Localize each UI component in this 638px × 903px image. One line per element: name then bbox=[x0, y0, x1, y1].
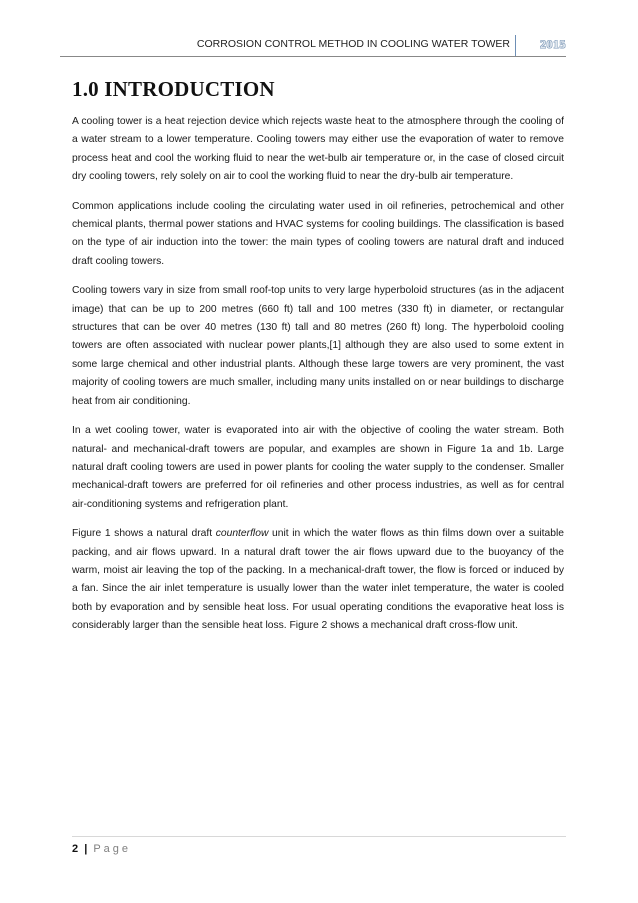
page-separator: | bbox=[84, 843, 88, 855]
header-title: CORROSION CONTROL METHOD IN COOLING WATER TOWER bbox=[196, 38, 510, 50]
header-year: 2015 bbox=[540, 37, 566, 51]
body-content bbox=[72, 113, 564, 647]
section-heading: 1.0 INTRODUCTION bbox=[72, 77, 275, 101]
header-rule bbox=[60, 56, 566, 57]
footer-rule bbox=[72, 836, 566, 837]
paragraph-2: Common applications include cooling the circulating water used in oil refineries, petrochemical and other chemical plants, thermal power stations and HVAC systems for cooling buildings. The classification is based on the type of air induction into the tower: the main types of cooling towers are natural draft and induced draft cooling towers. bbox=[72, 200, 564, 267]
paragraph-5-emphasis: counterflow bbox=[215, 528, 269, 540]
page-number: 2 bbox=[72, 843, 79, 855]
paragraph-3: Cooling towers vary in size from small roof-top units to very large hyperboloid structures (as in the adjacent image) that can be up to 200 metres (660 ft) tall and 100 metres (330 ft) in diameter, or rectangular structures that can be over 40 metres (130 ft) tall and 80 metres (260 ft) long. The hyperboloid cooling towers are often associated with nuclear power plants,[1] although they are also used to some extent in some large chemical and other industrial plants. Although these large towers are very prominent, the vast majority of cooling towers are much smaller, including many units installed on or near buildings to discharge heat from air conditioning. bbox=[72, 285, 564, 407]
header-divider bbox=[515, 35, 516, 57]
paragraph-5-before: Figure 1 shows a natural draft bbox=[72, 528, 216, 540]
paragraph-5 bbox=[72, 525, 564, 635]
footer-text bbox=[72, 843, 131, 855]
paragraph-5-after: unit in which the water flows as thin films down over a suitable packing, and air flows upward. In a natural draft tower the air flows upward due to the buoyancy of the warm, moist air leaving the top of the packing. In a mechanical-draft tower, the flow is forced or induced by a fan. Since the air inlet temperature is usually lower than the water inlet temperature, the water is cooled both by evaporation and by sensible heat loss. For usual operating conditions the evaporative heat loss is considerably larger than the sensible heat loss. Figure 2 shows a mechanical draft cross-flow unit. bbox=[72, 528, 564, 632]
paragraph-4: In a wet cooling tower, water is evaporated into air with the objective of cooling the water stream. Both natural- and mechanical-draft towers are popular, and examples are shown in Figure 1a and 1b. Large natural draft cooling towers are used in power plants for cooling the water supply to the condenser. Smaller mechanical-draft towers are preferred for oil refineries and other process industries, as well as for central air-conditioning systems and refrigeration plant. bbox=[72, 425, 564, 510]
page-label: Page bbox=[93, 843, 132, 855]
page-header bbox=[60, 38, 566, 62]
paragraph-1: A cooling tower is a heat rejection device which rejects waste heat to the atmosphere through the cooling of a water stream to a lower temperature. Cooling towers may either use the evaporation of water to remove process heat and cool the working fluid to near the wet-bulb air temperature or, in the case of closed circuit dry cooling towers, rely solely on air to cool the working fluid to near the dry-bulb air temperature. bbox=[72, 116, 564, 183]
